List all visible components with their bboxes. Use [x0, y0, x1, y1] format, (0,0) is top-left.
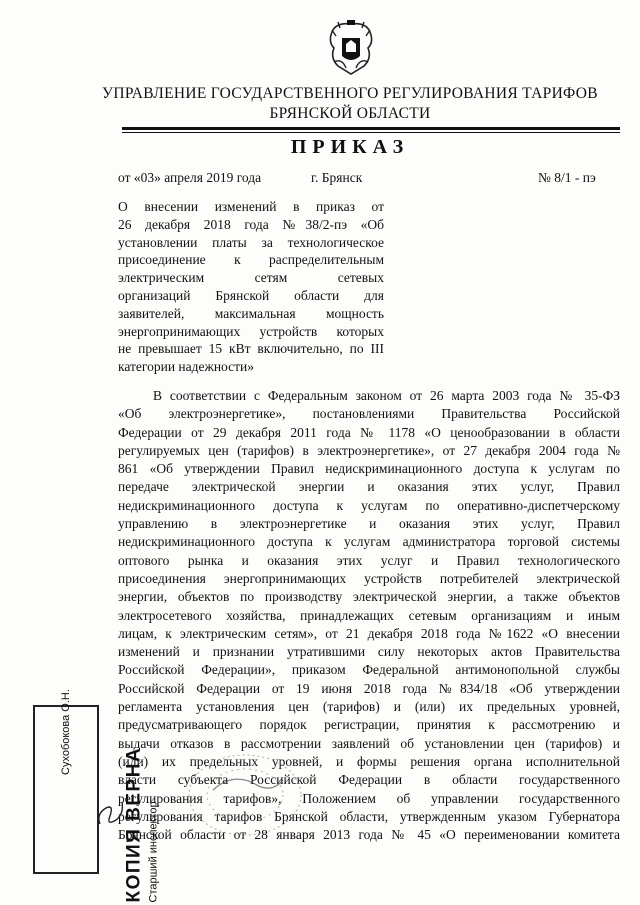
subject-line: не превышает 15 кВт включительно, по III: [118, 341, 384, 357]
body-line: регламента установления цен (тарифов) и (или) их предельных уровней,: [118, 699, 620, 715]
subject-line: электрическим сетям сетевых: [118, 270, 384, 286]
order-date: от «03» апреля 2019 года: [118, 170, 262, 185]
body-line: присоединения энергопринимающих устройств потребителей электрической: [118, 570, 620, 586]
body-line: передаче электрической энергии и оказания этих услуг, Правил: [118, 479, 620, 495]
body-line: 861 «Об утверждении Правил недискриминационного доступа к услугам по: [118, 461, 620, 477]
organization-region: БРЯНСКОЙ ОБЛАСТИ: [269, 105, 431, 122]
stamp-main-text: КОПИЯ ВЕРНА: [123, 746, 145, 903]
subject-line: организаций Брянской области для: [118, 287, 384, 303]
order-subject: [118, 198, 384, 376]
subject-line: установлении платы за технологическое: [118, 234, 384, 250]
body-line: регулирования тарифов Брянской области, утвержденным указом Губернатора: [118, 808, 620, 824]
header-divider-thick: [122, 127, 620, 130]
body-line: Российской Федерации», приказом Федеральной антимонопольной службы: [118, 662, 620, 678]
body-line: изменений и признании утратившими силу некоторых актов Правительства: [118, 644, 620, 660]
body-line: недискриминационного доступа к услугам по оперативно-диспетчерскому: [118, 497, 620, 513]
header-divider-thin: [122, 132, 620, 133]
body-line: «Об электроэнергетике», постановлениями Правительства Российской: [118, 406, 620, 422]
body-line: выдачи отказов в рассмотрении заявлений об установлении цен (тарифов) и: [118, 735, 620, 751]
order-city: г. Брянск: [311, 170, 363, 185]
coat-of-arms-icon: [326, 18, 376, 78]
subject-line: присоединение к распределительным: [118, 252, 384, 268]
body-line: предусматривающего порядок регистрации, принятия к рассмотрению и: [118, 717, 620, 733]
stamp-role-text: Старший инспектор: [147, 801, 160, 903]
body-line: электросетевого хозяйства, принадлежащих сетевым организациям и иным: [118, 607, 620, 623]
subject-line: энергопринимающих устройств которых: [118, 323, 384, 339]
organization-name: УПРАВЛЕНИЕ ГОСУДАРСТВЕННОГО РЕГУЛИРОВАНИЯ ТАРИФОВ: [102, 85, 598, 102]
body-line: регулируемых цен (тарифов) в электроэнергетике», от 27 декабря 2004 года №: [118, 442, 620, 458]
body-line: власти субъекта Российской Федерации в области государственного: [118, 772, 620, 788]
body-line: (или) их предельных уровней, и формы решения органа исполнительной: [118, 753, 620, 769]
subject-line: 26 декабря 2018 года №38/2-пэ «Об: [118, 216, 384, 232]
seal-stamp-icon: [185, 750, 305, 840]
subject-line: заявителей, максимальная мощность: [118, 305, 384, 321]
body-line: энергии, объектов по производству электрической энергии, а также объектов: [118, 589, 620, 605]
subject-line: категории надежности»: [118, 359, 254, 375]
body-line: управлению в электроэнергетике и оказания этих услуг, Правил: [118, 516, 620, 532]
body-line: В соответствии с Федеральным законом от 26 марта 2003 года № 35-ФЗ: [153, 388, 620, 403]
body-line: Федерации от 29 декабря 2011 года № 1178 «О ценообразовании в области: [118, 424, 620, 440]
body-line: Брянской области от 28 января 2013 года № 45 «О переименовании комитета: [118, 827, 620, 843]
order-number: № 8/1 - пэ: [538, 170, 596, 185]
body-line: Российской Федерации от 19 июня 2018 года №834/18 «Об утверждении: [118, 680, 620, 696]
document-title: ПРИКАЗ: [290, 136, 410, 158]
stamp-signer-name: Сухобокова О.Н.: [60, 689, 72, 775]
signature-icon: [92, 792, 132, 832]
body-line: лицам, к электрическим сетям», от 21 декабря 2018 года №1622 «О внесении: [118, 625, 620, 641]
body-line: недискриминационного доступа к услугам администратора торговой системы: [118, 534, 620, 550]
subject-line: О внесении изменений в приказ от: [118, 199, 384, 214]
body-line: оптового рынка и оказания этих услуг и Правил технологического: [118, 552, 620, 568]
body-line: регулирования тарифов», Положением об управлении государственного: [118, 790, 620, 806]
